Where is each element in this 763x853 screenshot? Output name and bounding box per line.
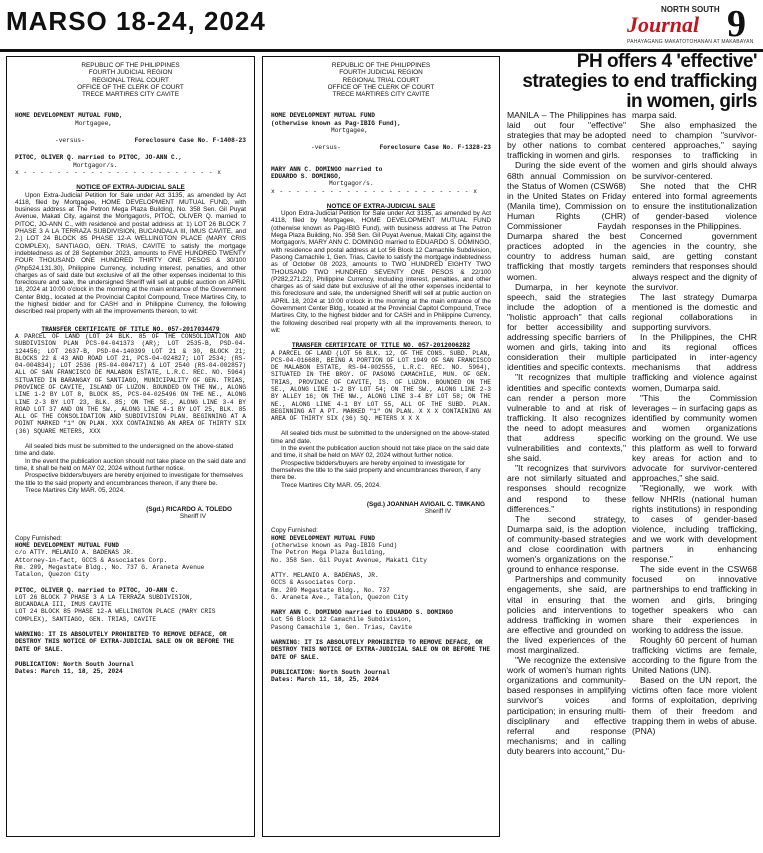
plaintiff: HOME DEVELOPMENT MUTUAL FUND, <box>15 112 123 120</box>
article-paragraph: "It recognizes that multiple identities and specific contexts can render a person more vulnerable to and at risk of trafficking. It also recognizes the need to adopt measures that address specific vulnerabilities and contexts," she said. <box>507 372 626 464</box>
cf-line: MARY ANN C. DOMINGO married to EDUARDO S. DOMINGO <box>271 609 453 617</box>
tct-body: A PARCEL OF LAND (LOT 56 BLK. 12, OF THE CONS. SUBD. PLAN, PCS-04-016688, BEING A PORTION OF LOT 1949 OF SAN FRANCISCO DE MALABON ESTATE, RS-04-002555, L.R.C. REC. NO. 5964), SITUATED IN THE BRGY. OF PASONG CAMACHILE, MUN. OF GEN. TRIAS, PROVINCE OF CAVITE, IS. OF LUZON. BOUNDED ON THE SE., ALONG LINE 1-2 BY LOT 54; ON THE SW., ALONG LINE 2-3 BY ALLEY 16; ON THE NW., ALONG LINE 3-4 BY LOT 58; ON THE NE., ALONG LINE 4-1 BY LOT 55, ALL OF THE SUBD. PLAN. BEGINNING AT A PT. MARKED "1" ON PLAN. X X X CONTAINING AN AREA OF THIRTY SIX (36) SQ. METERS X X X <box>271 349 491 423</box>
logo-tagline: PAHAYAGANG MAKATOTOHANAN AT MAKABAYAN <box>627 39 754 45</box>
publication-dates: Dates: March 11, 18, 25, 2024 <box>271 676 379 684</box>
article-paragraph: "We recognize the extensive work of women's human rights organizations and community-based responses in amplifying survivor's voices and participation; in ensuring multi-disciplinary and effective referral and response mechanisms; and in calling duty bearers into account," Du- <box>507 655 626 756</box>
publication-dates: Dates: March 11, 18, 25, 2024 <box>15 668 123 676</box>
cf-line: Rm. 209 Megastate Bldg., No. 737 <box>271 586 390 594</box>
versus: -versus- <box>55 137 85 145</box>
copy-furnished-label: Copy Furnished: <box>15 534 62 542</box>
sheriff-title: Sheriff IV <box>424 508 451 516</box>
separator: x - - - - - - - - - - - - - - - - - - - - - - - x <box>15 168 222 176</box>
copy-furnished-block <box>15 542 246 578</box>
plaintiff-role: Mortgagee, <box>331 127 369 135</box>
header-line: TRECE MARTIRES CITY CAVITE <box>82 91 179 99</box>
article-paragraph: MANILA – The Philippines has laid out four "effective" strategies that may be adopted by other nations to combat trafficking in women and girls. <box>507 110 626 161</box>
court-header <box>271 62 491 98</box>
sheriff-signature: (Sgd.) JOANNAH AVIGAIL C. TIMKANG <box>366 500 485 508</box>
header-line: REGIONAL TRIAL COURT <box>92 76 169 84</box>
article-paragraph: In the Philippines, the CHR and its regional offices participated in inter-agency mechanisms that address trafficking and violence against women, Dumarpa said. <box>632 332 757 393</box>
page-number: 9 <box>727 3 746 45</box>
issue-date: MARSO 18-24, 2024 <box>6 6 266 36</box>
article-paragraph: Roughly 60 percent of human trafficking victims are female, according to the figure from the United Nations (UN). <box>632 634 757 676</box>
cf-line: GCCS & Associates Corp. <box>271 579 357 587</box>
notice-body: Upon Extra-Judicial Petition for Sale under Act 3135, as amended by Act 4118, filed by Mortgagee, HOME DEVELOPMENT MUTUAL FUND (otherwise known as Pag-IBIG Fund), with business address at The Petron Mega Plaza Building, No. 358 Sen. Gil Puyat Avenue, Makati City, against the Mortgagor/s, MARY ANN C. DOMINGO married to EDUARDO S. DOMINGO, with residence and postal address at Lot 56 Block 12 Camachile Subdivision, Pasong Camachile 1, Gen. Trias, Cavite to satisfy the mortgage indebtedness as of October 08 2023, amounts to TWO HUNDRED EIGHTY TWO THOUSAND TWO HUNDRED SEVENTY ONE PESOS & 22/100 (P282,271.22), Philippine Currency, including interest, penalties, and other charges as of said date but exclusive of all the other expenses incidental to this foreclosure and sale, the undersigned Sheriff will sell at public auction on APRIL 18, 2024 at 10:00 o'clock in the morning at the main entrance of the Government Center Bldg., located at the Provincial Capitol Compound, Trece Martires City, to the highest bidder and for CASH and in Philippine Currency, the following described real property with all the improvements thereon, to wit: <box>271 210 491 334</box>
header-line: OFFICE OF THE CLERK OF COURT <box>327 83 435 91</box>
tct-title: TRANSFER CERTIFICATE OF TITLE NO. 057-2012006282 <box>291 342 471 350</box>
cf-line: No. 358 Sen. Gil Puyat Avenue, Makati City <box>271 556 427 564</box>
article-paragraph: "Regionally, we work with fellow NHRIs (national human rights institutions) in responding to cases of gender-based violence, including trafficking, and we work with development partners in enhancing response." <box>632 483 757 565</box>
cf-line: G. Araneta Ave., Tatalon, Quezon City <box>271 593 409 601</box>
cf-line: PITOC, OLIVER Q. married to PITOC, JO-ANN C. <box>15 586 179 594</box>
header-line: REPUBLIC OF THE PHILIPPINES <box>331 62 431 69</box>
header-line: FOURTH JUDICIAL REGION <box>88 69 173 77</box>
warning: WARNING: IT IS ABSOLUTELY PROHIBITED TO REMOVE DEFACE, OR DESTROY THIS NOTICE OF EXTRA-JUDICIAL SALE ON OR BEFORE THE DATE OF SALE. <box>15 631 235 653</box>
article-paragraph: marpa said. <box>632 110 677 120</box>
publication: PUBLICATION: North South Journal <box>271 668 390 676</box>
separator: x - - - - - - - - - - - - - - - - - - - - - - - x <box>271 187 478 195</box>
notice-title: NOTICE OF EXTRA-JUDICIAL SALE <box>326 202 436 210</box>
postpone-paragraph: In the event the publication auction should not take place on the said date and time, it shall be held on MAY 02, 2024 without further notice. <box>271 445 490 460</box>
defendant: PITOC, OLIVER Q. married to PITOC, JO-ANN C., <box>15 154 183 162</box>
copy-furnished-label: Copy Furnished: <box>271 527 318 535</box>
logo-top-text: NORTH SOUTH <box>661 5 720 14</box>
cf-line: The Petron Mega Plaza Building, <box>271 549 387 557</box>
cf-line: HOME DEVELOPMENT MUTUAL FUND <box>15 542 119 550</box>
date-line: Trece Martires City MAR. 05, 2024. <box>281 481 381 489</box>
copy-furnished-block-2 <box>15 587 246 623</box>
article-paragraph: Concerned government agencies in the country, she said, are getting constant reminders that responses should always respect and the dignity of the survivor. <box>632 231 757 292</box>
cf-line: HOME DEVELOPMENT MUTUAL FUND <box>271 534 375 542</box>
defendant-spouse: EDUARDO S. DOMINGO, <box>271 172 342 180</box>
cf-line: Lot 56 Block 12 Camachile Subdivision, <box>271 616 413 624</box>
article-paragraph: The side event in the CSW68 focused on innovative partnerships to end trafficking in women and girls, bringing together speakers who can share their experiences in working to address the issue. <box>632 564 757 635</box>
cf-line: ATTY. MELANIO A. BADENAS, JR. <box>271 571 379 579</box>
cf-line: Tatalon, Quezon City <box>15 571 90 579</box>
cf-line: Pasong Camachile 1, Gen. Trias, Cavite <box>271 623 413 631</box>
header-line: REPUBLIC OF THE PHILIPPINES <box>81 62 180 69</box>
notice-body: Upon Extra-Judicial Petition for Sale under Act 3135, as amended by Act 4118, filed by Mortgagee, HOME DEVELOPMENT MUTUAL FUND, with business address at The Petron Mega Plaza Building, No. 358 Sen. Gil Puyat Avenue, Makati City, against the Mortgagor/s, PITOC, OLIVER Q. married to PITOC, JO-ANN C., with residence and postal address at: 1) LOT 26 BLOCK 7 PHASE 3 A LA TERRAZA SUBDIVISION, BUCANDALA III, IMUS CAVITE, and 2.) LOT 24 BLOCK 85 PHASE 12-A WELLINGTON PLACE (MARY CRIS COMPLEX), SANTIAGO, GEN. TRIAS, CAVITE to satisfy the mortgage indebtedness as of 28 September 2023, amounts to FIVE HUNDRED TWENTY FOUR THOUSAND ONE HUNDRED THIRTY ONE PESOS & 30/100 (Php524,131.30), Philippine Currency, including interest, penalties, and other charges as of said date but exclusive of all the other expenses incidental to this foreclosure and sale, the undersigned Sheriff will sell at public auction on APRIL 18, 2024 at 10:00 o'clock in the morning at the main entrance of the Government Center Bldg., located at the Provincial Capitol Compound, Trece Martires City, to the highest bidder and for CASH and in Philippine Currency, the following described real property with all the improvements thereon, to wit: <box>15 191 246 316</box>
article-paragraph: The last strategy Dumarpa mentioned is the domestic and regional collaborations in supporting survivors. <box>632 291 757 332</box>
case-row <box>271 144 491 151</box>
case-number: Foreclosure Case No. F-1408-23 <box>134 137 246 145</box>
bidders-paragraph: Prospective bidders/buyers are hereby enjoined to investigate for themselves the title to the said property and encumbrances thereon, if any there be. <box>15 472 244 487</box>
article-paragraph: "This the Commission leverages – in surfacing gaps as identified by community women and women organizations working on the ground. We use this platform as well to forward key areas for action and to advocate for survivor-centered approaches," she said. <box>632 392 757 484</box>
cf-line: LOT 24 BLOCK 85 PHASE 12-A WELLINGTON PLACE (MARY CRIS COMPLEX), SANTIAGO, GEN. TRIAS, CAVITE <box>15 608 216 623</box>
publication: PUBLICATION: North South Journal <box>15 660 134 668</box>
bids-paragraph: All sealed bids must be submitted to the undersigned on the above-stated time and date. <box>271 430 490 445</box>
copy-furnished-block-3 <box>271 609 491 631</box>
notice-title: NOTICE OF EXTRA-JUDICIAL SALE <box>76 184 185 192</box>
plaintiff-aka: (otherwise known as Pag-IBIG Fund), <box>271 119 401 127</box>
case-number: Foreclosure Case No. F-1328-23 <box>379 144 491 152</box>
copy-furnished-block-2 <box>271 572 491 601</box>
header-line: FOURTH JUDICIAL REGION <box>339 69 423 77</box>
sheriff-title: Sheriff IV <box>179 513 206 521</box>
header-line: TRECE MARTIRES CITY CAVITE <box>332 91 430 99</box>
cf-line: LOT 26 BLOCK 7 PHASE 3 A LA TERRAZA SUBDIVISION, <box>15 593 194 601</box>
article-paragraph: Partnerships and community engagements, she said, are vital in ensuring that the policies and interventions to address trafficking in women are effective and grounded on the lived experiences of the most marginalized. <box>507 574 626 655</box>
article-column-2 <box>632 110 757 736</box>
masthead <box>0 0 763 50</box>
date-line: Trece Martires City MAR. 05, 2024. <box>25 486 125 494</box>
case-row <box>15 137 246 144</box>
article-paragraph: She also emphasized the need to champion "survivor-centered approaches," saying responses to trafficking in women and girls should always be survivor-centered. <box>632 120 757 181</box>
header-line: REGIONAL TRIAL COURT <box>342 76 420 84</box>
versus: -versus- <box>311 144 341 152</box>
header-line: OFFICE OF THE CLERK OF COURT <box>77 83 184 91</box>
article-paragraph: During the side event of the 68th annual Commission on the Status of Women (CSW68) in the United States on Friday (Manila time), Commission on Human Rights (CHR) Commissioner Faydah Dumarpa shared the best practices adopted in the country to address human trafficking that mostly targets women. <box>507 160 626 282</box>
cf-line: Attorney-in-fact, GCCS & Associates Corp. <box>15 556 168 564</box>
article-headline: PH offers 4 'effective' strategies to end trafficking in women, girls <box>522 51 757 112</box>
defendant-role: Mortgagor/s. <box>329 180 374 188</box>
postpone-paragraph: In the event the publication auction should not take place on the said date and time, it shall be held on MAY 02, 2024 without further notice. <box>15 457 246 472</box>
article-paragraph: She noted that the CHR entered into formal agreements to ensure the institutionalization of gender-based violence responses in the Philippines. <box>632 180 757 232</box>
tct-body: A PARCEL OF LAND (LOT 24 BLK. 85 OF THE CONSOLIDATION AND SUBDIVISION PLAN PCS-04-041373 (AR); LOT 2535-B, PSD-04-124456; LOT 2637-B, PSD-04-140399 LOT 21 & 30, BLOCK 21; BLOCKS 22 & 43 AND ROAD LOT 21, PCS-04-024827; LOT 2534; (RS-04-004834); LOT 2536 (RS-04-004717) & LOT 2540 (RS-04-002857) ALL OF SAN FRANCISCO DE MALABON ESTATE, L.R.C. REC. NO. 5964) SITUATED IN BARANGAY OF SANTIAGO, MUNICIPALITY OF GEN. TRIAS, PROVINCE OF CAVITE, ISLAND OF LUZON. BOUNDED ON THE NW., ALONG LINE 1-2 BY LOT 8, BLOCK 85, PCS-04-025496 ON THE NE., ALONG LINE 2-3 BY LOT 23, BLK. 85; ON THE SE., ALONG LINE 3-4 BY ROAD LOT 37 AND ON THE SW., ALONG LINE 4-1 BY LOT 25, BLK. 85 ALL OF THE CONSOLIDATION AND SUBDIVISION PLAN. BEGINNING AT A POINT MARKED "1" ON PLAN. XXX CONTAINING AN AREA OF THIRTY SIX (36) SQUARE METERS, XXX <box>15 332 246 435</box>
plaintiff-role: Mortgagee, <box>75 119 113 127</box>
article-paragraph: Dumarpa, in her keynote speech, said the strategies include the adoption of a "holistic approach" that calls for better accessibility and addressing specific barriers of women and girls, taking into consideration their multiple identities and specific contexts. <box>507 281 626 373</box>
cf-line: (otherwise known as Pag-IBIG Fund) <box>271 542 398 550</box>
cf-line: c/o ATTY. MELANIO A. BADENAS JR. <box>15 549 134 557</box>
tct-title: TRANSFER CERTIFICATE OF TITLE NO. 057-2017034479 <box>41 325 220 333</box>
defendant: MARY ANN C. DOMINGO married to <box>271 165 383 173</box>
legal-notice-1 <box>6 56 255 837</box>
legal-notice-2 <box>262 56 500 837</box>
bids-paragraph: All sealed bids must be submitted to the undersigned on the above-stated time and date. <box>15 443 234 458</box>
defendant-role: Mortgagor/s. <box>73 161 118 169</box>
copy-furnished-block <box>271 535 491 564</box>
article-paragraph: Based on the UN report, the victims often face more violent forms of exploitation, depriving them of their freedom and trapping them in webs of abuse. (PNA) <box>632 675 757 736</box>
plaintiff: HOME DEVELOPMENT MUTUAL FUND <box>271 112 375 120</box>
article-column-1 <box>507 110 626 756</box>
bidders-paragraph: Prospective bidders/buyers are hereby enjoined to investigate for themselves the title to the said property and encumbrances thereon, if any there be. <box>271 459 481 482</box>
warning: WARNING: IT IS ABSOLUTELY PROHIBITED TO REMOVE DEFACE, OR DESTROY THIS NOTICE OF EXTRA-JUDICIAL SALE ON OR BEFORE THE DATE OF SALE. <box>271 639 491 661</box>
sheriff-signature: (Sgd.) RICARDO A. TOLEDO <box>146 506 232 514</box>
cf-line: Rm. 209, Megastate Bldg., No. 737 G. Araneta Avenue <box>15 563 205 571</box>
article-paragraph: "It recognizes that survivors are not similarly situated and responses should recognize and respond to these differences." <box>507 463 626 514</box>
logo-name: Journal <box>627 12 700 37</box>
court-header <box>15 62 246 98</box>
newspaper-logo <box>617 2 759 48</box>
article-paragraph: The second strategy, Dumarpa said, is the adoption of community-based strategies and close coordination with women's organizations on the ground to enhance response. <box>507 513 626 575</box>
cf-line: BUCANDALA III, IMUS CAVITE <box>15 601 112 609</box>
